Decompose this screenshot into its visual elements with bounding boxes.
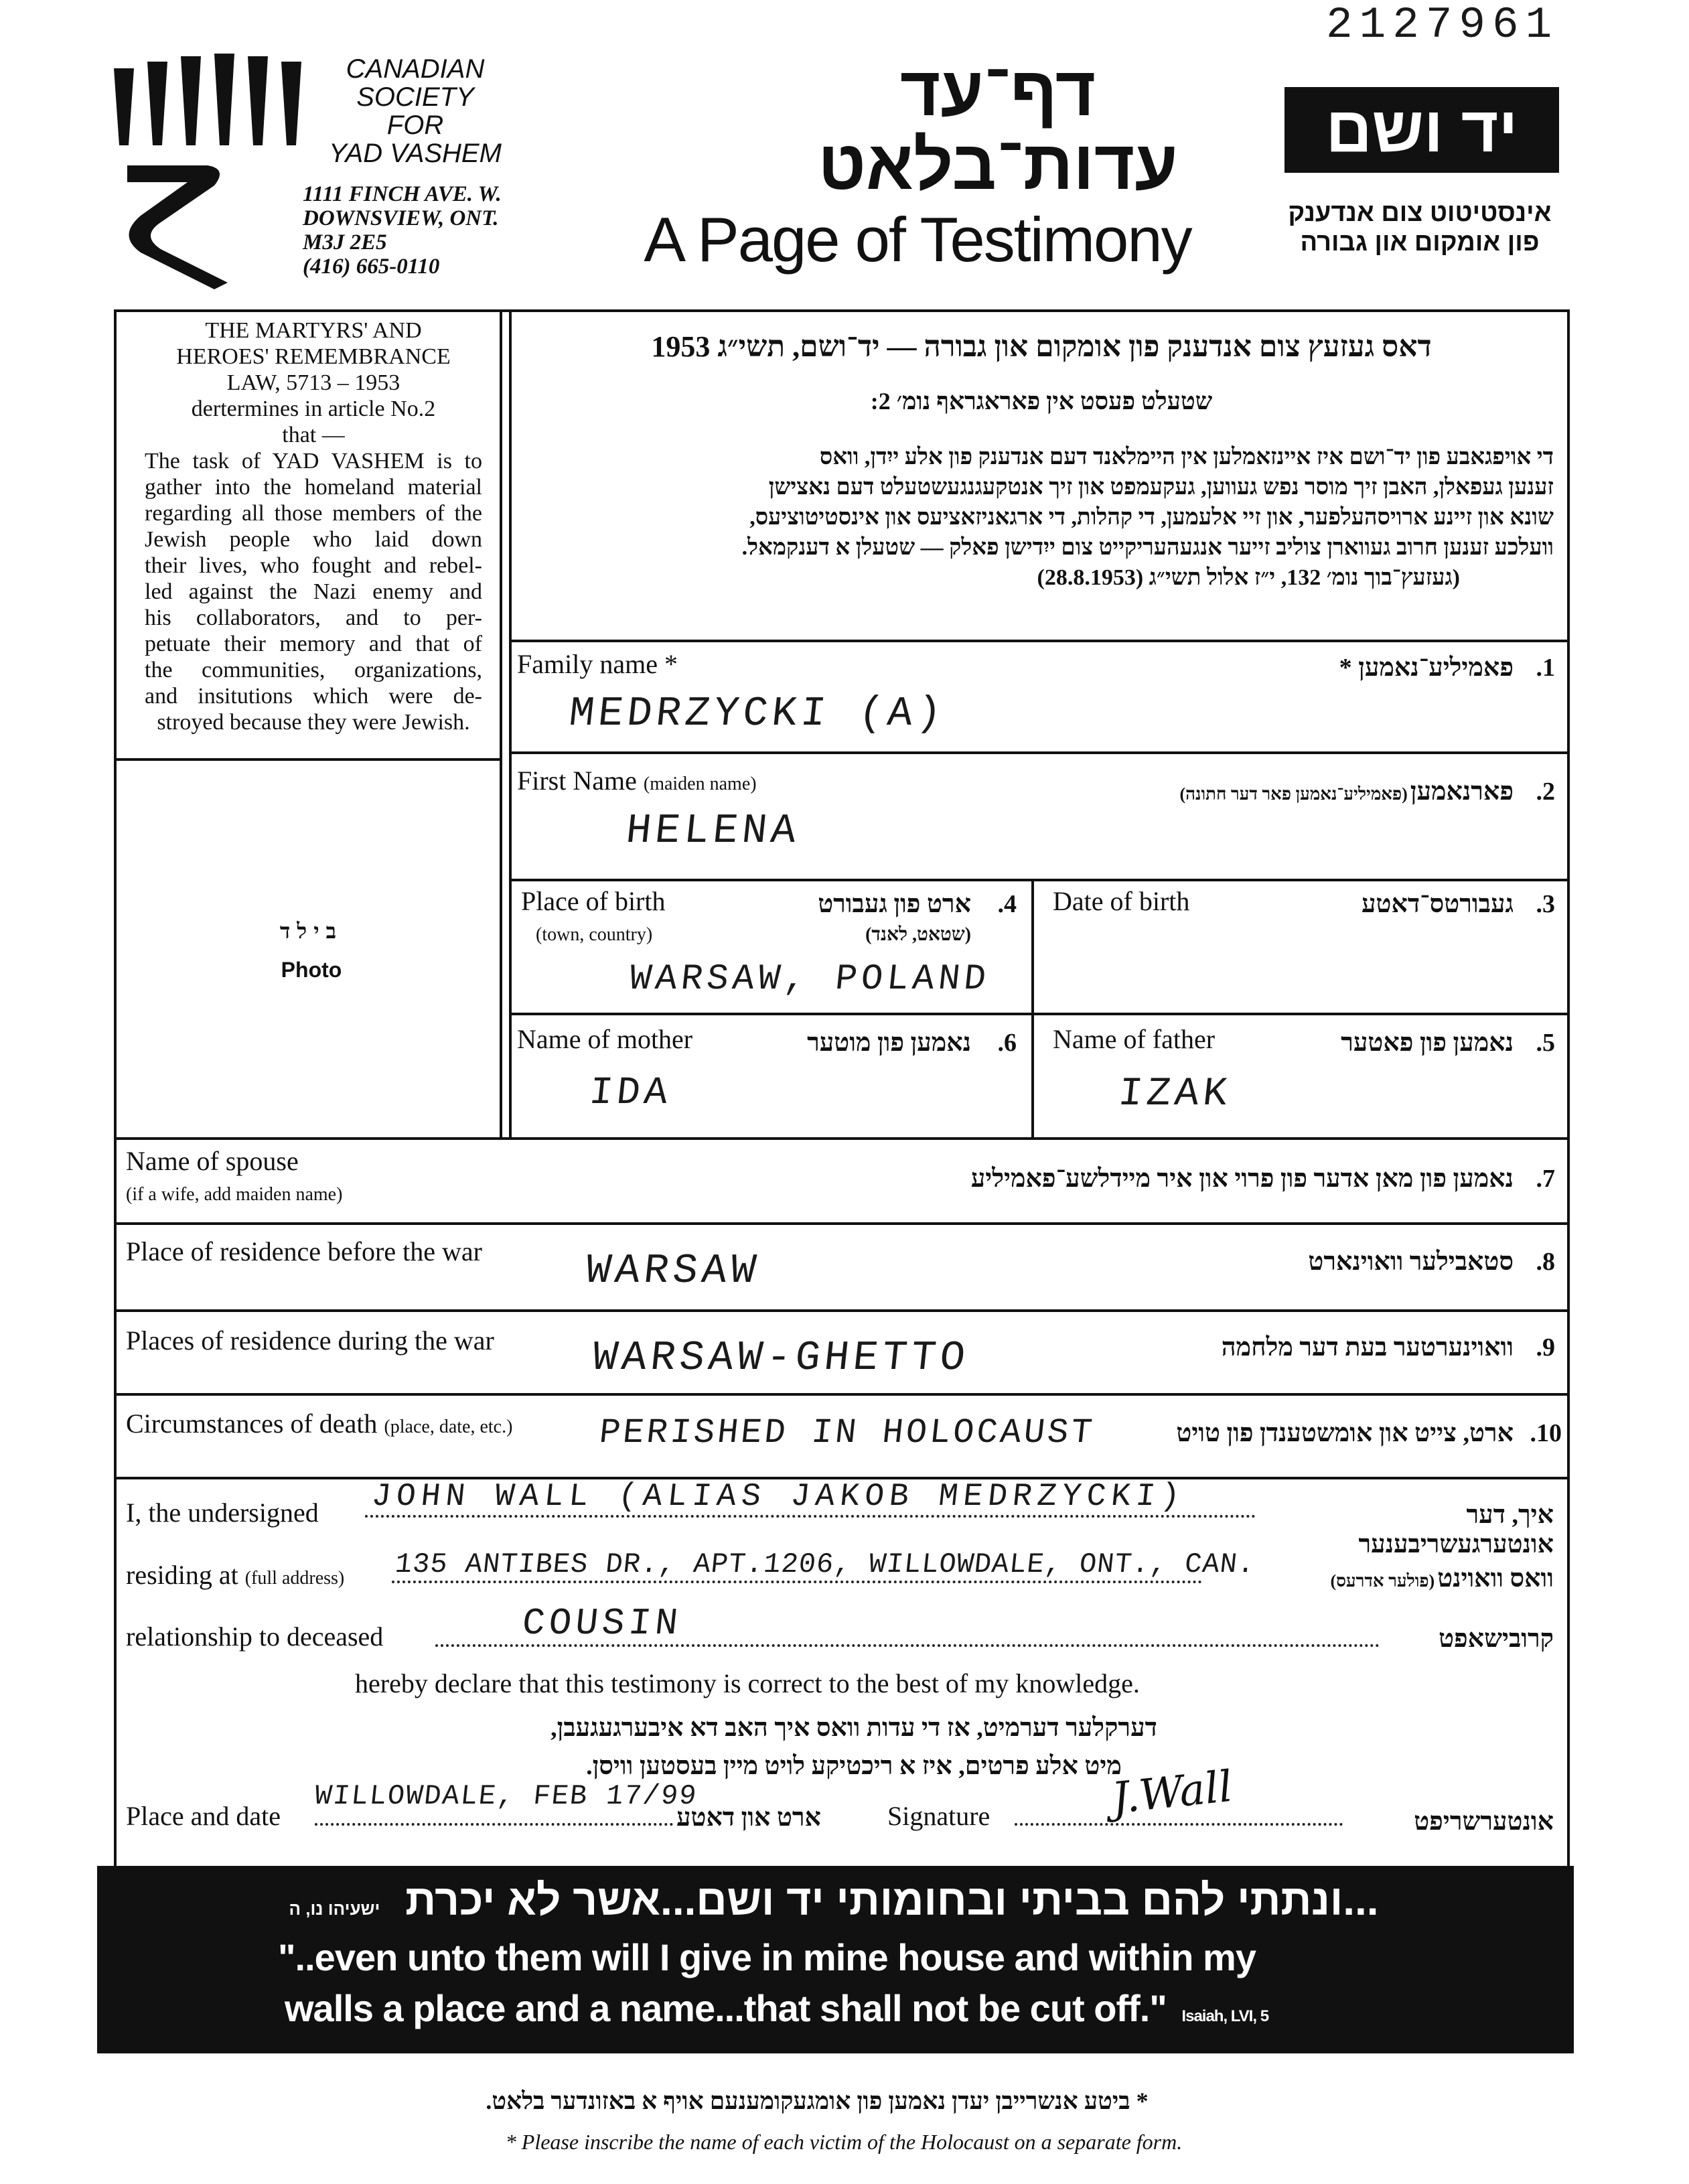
undersigned-hebrew-label: איך, דער אונטערגעשריבענער — [1358, 1501, 1554, 1558]
family-name-label: Family name * — [517, 649, 678, 679]
hebrew-declaration-line-2: מיט אלע פרטים, איז א ריכטיקע לויט מיין בעסטען וויסן. — [586, 1752, 1122, 1780]
mother-name-label: Name of mother — [517, 1024, 693, 1054]
place-of-birth-sublabel: (town, country) — [536, 924, 653, 945]
law-line: Jewish people who laid down — [145, 527, 482, 552]
law-line: regarding all those members of the — [145, 501, 482, 526]
residence-before-label: Place of residence before the war — [126, 1236, 482, 1266]
hebrew-declaration-line-1: דערקלער דערמיט, אז די עדות וואס איך האב דא איבערגעגעבן, — [550, 1714, 1157, 1742]
menorah-logo — [114, 48, 321, 289]
spouse-hebrew-label: נאמען פון מאן אדער פון פרוי און איר מיידלשע־פאמיליע — [970, 1165, 1514, 1193]
form-left-border — [114, 309, 117, 1867]
title-hebrew-1: דף־עד — [899, 53, 1096, 131]
father-name-value[interactable]: IZAK — [1116, 1072, 1234, 1117]
residence-before-hebrew-label: סטאבילער וואוינארט — [1308, 1248, 1514, 1276]
signature-label: Signature — [887, 1801, 990, 1831]
spouse-sublabel: (if a wife, add maiden name) — [126, 1184, 343, 1205]
law-line: led against the Nazi enemy and — [145, 579, 482, 604]
law-line: and insitutions which were de- — [145, 684, 482, 709]
law-line: LAW, 5713 – 1953 — [226, 370, 400, 395]
mother-name-hebrew-label: נאמען פון מוטער — [807, 1029, 971, 1057]
right-column-inner-border — [509, 309, 512, 1140]
field-number: .6 — [997, 1029, 1017, 1057]
residence-during-label: Places of residence during the war — [126, 1325, 494, 1356]
law-hebrew-line: וועלכע זענען חרוב געווארן צוליב זייער אנגעהעריקייט צום ייִדישן פאלק — שטעלן א דענקמאל. — [741, 535, 1554, 560]
society-address — [303, 182, 502, 279]
residing-sublabel: (full address) — [244, 1568, 345, 1589]
footer-english-note: * Please inscribe the name of each victim of the Holocaust on a separate form. — [505, 2130, 1183, 2154]
field-number: .5 — [1536, 1029, 1555, 1057]
law-hebrew-body — [522, 442, 1554, 593]
place-of-birth-label: Place of birth — [521, 886, 666, 916]
hereby-declare-text: hereby declare that this testimony is correct to the best of my knowledge. — [355, 1668, 1140, 1698]
row-line — [114, 1222, 1570, 1225]
mother-name-value[interactable]: IDA — [587, 1072, 674, 1115]
society-line: SOCIETY — [356, 82, 474, 112]
field-number: .10 — [1530, 1419, 1562, 1447]
row-line — [509, 640, 1570, 642]
banner-hebrew-quote-text: ...ונתתי להם בביתי ובחומותי יד ושם...אשר לא יכרת — [405, 1876, 1379, 1924]
field-number: .9 — [1536, 1333, 1555, 1362]
society-name — [315, 55, 516, 167]
family-name-hebrew-label: פאמיליע־נאמען * — [1339, 654, 1514, 682]
title-hebrew-2: עדות־בלאט — [818, 127, 1178, 204]
residence-during-hebrew-label: וואוינערטער בעת דער מלחמה — [1221, 1333, 1514, 1362]
place-of-birth-hebrew-sublabel: (שטאט, לאנד) — [865, 924, 971, 945]
place-of-birth-value[interactable]: WARSAW, POLAND — [627, 959, 992, 1000]
relationship-value[interactable]: COUSIN — [520, 1602, 684, 1645]
signature-value[interactable]: J.Wall — [1109, 1761, 1235, 1824]
undersigned-line — [365, 1515, 1256, 1518]
law-line: dertermines in article No.2 — [191, 396, 436, 421]
law-hebrew-line: זענען געפאלן, האבן זיך מוסר נפש געווען, געקעמפט און זיך אנטקעגנגעשטעלט דעם נאצישן — [768, 475, 1554, 500]
document-number: 2127961 — [1326, 0, 1559, 50]
residing-label-text: residing at — [126, 1560, 238, 1590]
law-line: stroyed because they were Jewish. — [157, 710, 470, 735]
place-date-label: Place and date — [126, 1801, 281, 1831]
family-name-value[interactable]: MEDRZYCKI (A) — [567, 690, 948, 737]
relationship-label: relationship to deceased — [126, 1621, 384, 1652]
law-line: gather into the homeland material — [145, 475, 482, 500]
row-line — [114, 1393, 1570, 1396]
law-line: their lives, who fought and rebel- — [145, 553, 482, 578]
place-of-birth-hebrew-label: ארט פון געבורט — [818, 890, 971, 918]
law-line: HEROES' REMEMBRANCE — [176, 344, 451, 369]
first-name-hebrew-label — [938, 777, 1514, 806]
field-number: .3 — [1536, 890, 1555, 918]
law-hebrew-heading: דאס געזעץ צום אנדענק פון אומקום און גבורה — יד־ושם, תשי״ג 1953 — [651, 330, 1432, 363]
law-line: petuate their memory and that of — [145, 632, 482, 656]
field-number: .1 — [1536, 654, 1555, 682]
death-label-text: Circumstances of death — [126, 1408, 378, 1439]
residing-label — [126, 1559, 344, 1591]
society-line: CANADIAN — [346, 54, 485, 84]
law-line: The task of YAD VASHEM is to — [145, 449, 482, 474]
law-hebrew-line: שונא און זיינע ארויסהעלפער, און זיי אלעמען, די קהלות, די ארגאניזאציעס און אינסטיטוציעס, — [749, 505, 1554, 530]
banner-english-line-1: "..even unto them will I give in mine house and within my — [278, 1936, 1256, 1978]
residing-hebrew-text: וואס וואוינט — [1437, 1564, 1554, 1593]
father-name-label: Name of father — [1053, 1024, 1216, 1054]
death-circumstances-label — [126, 1408, 512, 1439]
law-hebrew-subheading: שטעלט פעסט אין פאראגראף נומ׳ 2: — [870, 388, 1213, 415]
row-line — [114, 1137, 1570, 1140]
form-top-border — [114, 309, 1570, 312]
field-number: .4 — [997, 890, 1017, 918]
left-column-divider — [500, 309, 502, 1140]
residing-hebrew-label — [1212, 1564, 1554, 1593]
address-line: DOWNSVIEW, ONT. — [303, 206, 499, 230]
death-sublabel: (place, date, etc.) — [384, 1416, 513, 1437]
place-date-value[interactable]: WILLOWDALE, FEB 17/99 — [313, 1780, 699, 1812]
institute-line-1: אינסטיטוט צום אנדענק — [1288, 199, 1552, 227]
society-line: FOR — [386, 111, 444, 140]
photo-hebrew-label: בילד — [279, 919, 344, 943]
law-text — [145, 317, 482, 735]
quote-banner — [97, 1866, 1574, 2053]
date-of-birth-label: Date of birth — [1053, 886, 1190, 916]
spouse-label: Name of spouse — [126, 1146, 299, 1176]
yad-vashem-logo: יד ושם — [1284, 87, 1559, 173]
law-line: the communities, organizations, — [145, 658, 482, 682]
residence-during-value[interactable]: WARSAW-GHETTO — [590, 1334, 972, 1382]
residence-before-value[interactable]: WARSAW — [583, 1247, 762, 1295]
society-line: YAD VASHEM — [329, 139, 502, 168]
address-line: M3J 2E5 — [303, 230, 387, 254]
law-line: that — — [282, 423, 345, 447]
residing-value[interactable]: 135 ANTIBES DR., APT.1206, WILLOWDALE, ONT., CAN. — [393, 1548, 1257, 1581]
address-line: (416) 665-0110 — [303, 254, 440, 279]
law-hebrew-line: (געזעץ־בוך נומ׳ 132, י״ז אלול תשי״ג (28.8.1953) — [1037, 565, 1460, 590]
banner-hebrew-source: ישעיהו נו, ה — [289, 1899, 380, 1919]
law-hebrew-line: די אויפגאבע פון יד־ושם איז איינזאמלען אין היימלאנד דעם אנדענק פון אלע ייִדן, וואס — [819, 445, 1554, 469]
law-box-bottom — [114, 758, 502, 761]
first-name-value[interactable]: HELENA — [623, 807, 802, 855]
date-of-birth-hebrew-label: געבורטס־דאטע — [1362, 890, 1514, 918]
first-name-hebrew-text: פארנאמען — [1410, 778, 1514, 806]
banner-english-line-2-text: walls a place and a name...that shall not be cut off." — [285, 1987, 1167, 2029]
law-line: THE MARTYRS' AND — [205, 318, 422, 343]
row-line — [509, 1013, 1570, 1015]
banner-hebrew-quote — [137, 1875, 1530, 1925]
first-name-label — [517, 765, 757, 796]
first-name-label-text: First Name — [517, 766, 637, 796]
banner-english-source: Isaiah, LVI, 5 — [1181, 2007, 1269, 2025]
form-right-border — [1567, 309, 1570, 1867]
signature-hebrew-label: אונטערשריפט — [1414, 1808, 1554, 1836]
place-date-line — [315, 1823, 673, 1826]
banner-english-line-2 — [285, 1986, 1268, 2030]
signature-line — [1015, 1823, 1343, 1826]
residing-hebrew-sublabel: (פולער אדרעס) — [1330, 1571, 1435, 1591]
field-number: .8 — [1536, 1248, 1555, 1276]
undersigned-label: I, the undersigned — [126, 1498, 319, 1528]
undersigned-value[interactable]: JOHN WALL (ALIAS JAKOB MEDRZYCKI) — [370, 1479, 1187, 1515]
photo-label: Photo — [281, 958, 342, 982]
law-line: his collaborators, and to per- — [145, 605, 482, 630]
institute-line-2: פון אומקום און גבורה — [1300, 228, 1540, 257]
page-title: A Page of Testimony — [644, 204, 1191, 275]
row-line — [114, 1309, 1570, 1312]
residing-line — [392, 1581, 1202, 1583]
death-circumstances-hebrew-label: ארט, צייט און אומשטענדן פון טויט — [1176, 1419, 1514, 1447]
row-line — [509, 751, 1570, 754]
row-line — [509, 879, 1570, 881]
column-line — [1031, 879, 1034, 1140]
first-name-sublabel: (maiden name) — [643, 774, 757, 794]
field-number: .2 — [1536, 778, 1555, 806]
place-date-hebrew-label: ארט און דאטע — [676, 1804, 821, 1832]
footer-hebrew-note: * ביטע אנשרייבן יעדן נאמען פון אומגעקומענעם אויף א באזונדער בלאט. — [486, 2088, 1149, 2114]
first-name-hebrew-sublabel: (פאמיליע־נאמען פאר דער חתונה) — [1179, 784, 1408, 804]
death-circumstances-value[interactable]: PERISHED IN HOLOCAUST — [597, 1413, 1097, 1453]
relationship-hebrew-label: קרובישאפט — [1439, 1625, 1554, 1653]
father-name-hebrew-label: נאמען פון פאטער — [1341, 1029, 1514, 1057]
address-line: 1111 FINCH AVE. W. — [303, 182, 502, 206]
field-number: .7 — [1536, 1165, 1555, 1193]
